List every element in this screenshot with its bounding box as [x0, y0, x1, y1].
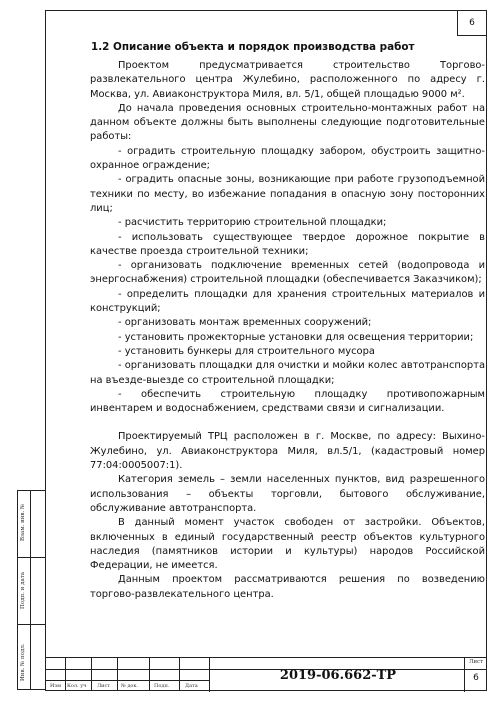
- page-frame: [45, 10, 487, 691]
- list-item: - установить бункеры для строительного мусора: [118, 345, 375, 357]
- paragraph: В данный момент участок свободен от застройки. Объектов, включенных в единый государственный реестр объектов культурного наследия (памятников истории и культуры) народов Российской Федерации, не имеется.: [90, 517, 485, 572]
- list-item: - оградить строительную площадку забором, обустроить защитно-охранное ограждение;: [90, 145, 485, 172]
- title-block-cell: [179, 658, 209, 691]
- list-item: - обеспечить строительную площадку противопожарным инвентарем и водоснабжением, средствами связи и сигнализации.: [90, 388, 485, 415]
- document-body: [90, 41, 485, 602]
- section-heading: 1.2 Описание объекта и порядок производства работ: [91, 41, 415, 53]
- sheet-box-divider: [465, 669, 487, 670]
- list-item: - определить площадки для хранения строительных материалов и конструкций;: [90, 288, 485, 315]
- column-label: № док.: [121, 683, 139, 689]
- list-item: - организовать площадки для очистки и мойки колес автотранспорта на въезде-выезде со строительной площадки;: [90, 360, 485, 386]
- title-block: [45, 657, 487, 691]
- side-stamp-divider: [18, 557, 45, 558]
- paragraph: Проектируемый ТРЦ расположен в г. Москве, по адресу: Выхино-Жулебино, ул. Авиаконструктора Миля, вл.5/1, (кадастровый номер 77:04:0005007:1).: [90, 431, 485, 472]
- list-item: - оградить опасные зоны, возникающие при работе грузоподъемной техники по месту, во избежание попадания в опасную зону посторонних лиц;: [90, 174, 485, 214]
- title-block-cell: [91, 658, 118, 691]
- sheet-number-box: [464, 658, 487, 692]
- side-stamp-value-col: [30, 491, 45, 689]
- title-block-cell: [117, 658, 150, 691]
- paragraph: Проектом предусматривается строительство Торгово-развлекательного центра Жулебино, расположенного по адресу г. Москва, ул. Авиаконструктора Миля, вл. 5/1, общей площадью 9000 м².: [90, 60, 485, 100]
- side-stamp: [17, 490, 45, 690]
- top-page-number: 6: [457, 11, 486, 36]
- list-item: - организовать монтаж временных сооружений;: [118, 317, 372, 329]
- paragraph: Категория земель – земли населенных пунктов, вид разрешенного использования – объекты торговли, бытового обслуживание, обслуживание автотранспорта.: [90, 474, 485, 514]
- column-label: Лист: [97, 683, 111, 689]
- title-block-cell: [45, 658, 66, 691]
- side-stamp-divider: [18, 624, 45, 625]
- list-item: - установить прожекторные установки для освещения территории;: [118, 331, 474, 343]
- column-label: Дата: [185, 683, 198, 689]
- side-stamp-label: Взам. инв. №: [20, 503, 26, 541]
- sheet-number: 6: [473, 673, 479, 683]
- column-label: Кол. уч: [67, 683, 87, 689]
- title-block-cell: [65, 658, 92, 691]
- title-block-cell: [149, 658, 180, 691]
- list-item: - расчистить территорию строительной площадки;: [118, 217, 387, 229]
- side-stamp-label: Подп. и дата: [20, 571, 26, 609]
- list-item: - использовать существующее твердое дорожное покрытие в качестве проезда строительной техники;: [90, 231, 485, 257]
- column-label: Подп.: [154, 683, 170, 689]
- sheet-label: Лист: [468, 659, 484, 665]
- paragraph: Данным проектом рассматриваются решения по возведению торгово-развлекательного центра.: [90, 574, 485, 600]
- side-stamp-label: Инв. № подл.: [20, 643, 26, 681]
- column-label: Изм: [50, 683, 61, 689]
- list-item: - организовать подключение временных сетей (водопровода и энергоснабжения) строительной площадки (обеспечивается Заказчиком);: [90, 260, 485, 286]
- document-code: 2019-06.662-ТР: [209, 658, 466, 692]
- paragraph: До начала проведения основных строительно-монтажных работ на данном объекте должны быть выполнены следующие подготовительные работы:: [90, 102, 485, 143]
